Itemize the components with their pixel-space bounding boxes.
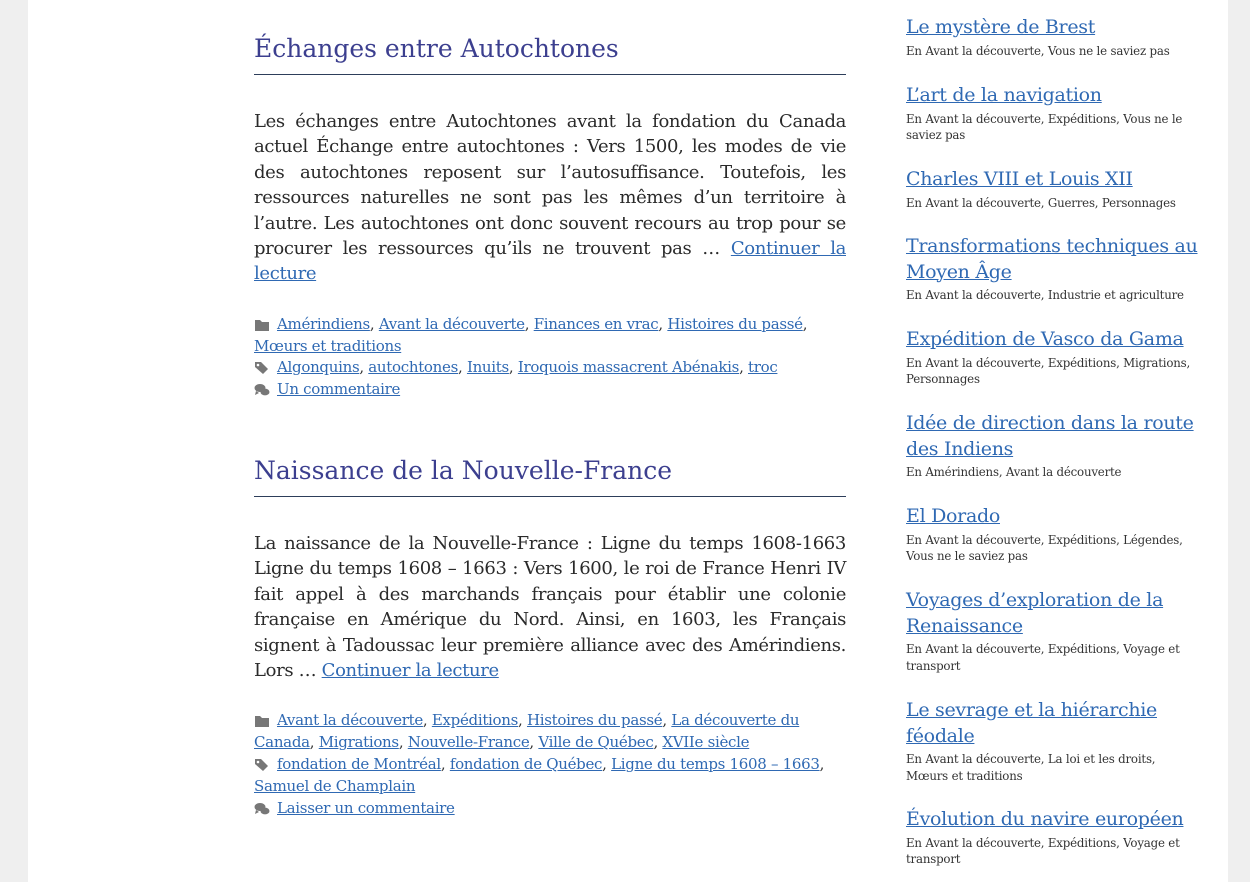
- sidebar-post: [906, 167, 1198, 211]
- sidebar-post-categories: En Avant la découverte, Expéditions, Voyage et transport: [906, 835, 1180, 866]
- category-links: [254, 711, 799, 751]
- category-link[interactable]: La découverte du Canada: [254, 711, 800, 752]
- tag-link[interactable]: troc: [748, 358, 778, 377]
- comments-row: [254, 379, 846, 401]
- sidebar-post-categories: En Avant la découverte, Vous ne le saviez pas: [906, 43, 1170, 58]
- title-divider: [254, 496, 846, 497]
- list-separator: ,: [440, 755, 450, 774]
- page-container: [28, 0, 1228, 882]
- tag-link[interactable]: fondation de Québec: [449, 755, 603, 774]
- sidebar-post-link[interactable]: Expédition de Vasco da Gama: [906, 328, 1184, 350]
- category-link[interactable]: Avant la découverte: [277, 711, 423, 730]
- category-link[interactable]: Nouvelle-France: [407, 733, 530, 752]
- comments-link[interactable]: Un commentaire: [277, 380, 401, 399]
- tags-icon: [254, 758, 270, 772]
- list-separator: ,: [508, 358, 518, 377]
- category-link[interactable]: Ville de Québec: [538, 733, 654, 752]
- category-link[interactable]: Amérindiens: [277, 314, 370, 333]
- list-separator: ,: [602, 755, 612, 774]
- categories-row: [254, 314, 846, 358]
- sidebar-post: [906, 327, 1198, 388]
- sidebar-post-categories: En Avant la découverte, Guerres, Personnages: [906, 195, 1176, 210]
- excerpt-text: La naissance de la Nouvelle-France : Ligne du temps 1608-1663 Ligne du temps 1608 – 1663 : Vers 1600, le roi de France Henri IV fait appel à des marchands français pour établir une colonie française en Amérique du Nord. Ainsi, en 1603, les Français signent à Tadoussac leur première alliance avec des Amérindiens. Lors …: [254, 533, 846, 682]
- sidebar-post-link[interactable]: Voyages d’exploration de la Renaissance: [906, 589, 1164, 637]
- excerpt-text: Les échanges entre Autochtones avant la fondation du Canada actuel Échange entre autochtones : Vers 1500, les modes de vie des autochtones reposent sur l’autosuffisance. Toutefois, les ressources naturelles ne sont pas les mêmes d’un territoire à l’autre. Les autochtones ont donc souvent recours au trop pour se procurer les ressources qu’ils ne trouvent pas …: [254, 111, 846, 260]
- list-separator: ,: [658, 314, 668, 333]
- article-card: [254, 33, 846, 401]
- list-separator: ,: [518, 711, 527, 730]
- list-separator: ,: [662, 711, 672, 730]
- sidebar-post-categories: En Avant la découverte, Expéditions, Vous ne le saviez pas: [906, 111, 1183, 142]
- category-link[interactable]: Histoires du passé: [526, 711, 663, 730]
- tags-icon: [254, 361, 270, 375]
- comments-icon: [254, 802, 270, 816]
- sidebar-post: [906, 411, 1198, 481]
- tag-link[interactable]: Inuits: [466, 358, 509, 377]
- tag-link[interactable]: autochtones: [368, 358, 458, 377]
- list-separator: ,: [819, 755, 825, 774]
- sidebar-post-link[interactable]: Charles VIII et Louis XII: [906, 168, 1133, 190]
- sidebar-post: [906, 588, 1198, 674]
- tag-links: [254, 755, 824, 795]
- list-separator: ,: [653, 733, 663, 752]
- tag-link[interactable]: Algonquins: [277, 358, 360, 377]
- sidebar-post: [906, 234, 1198, 304]
- list-separator: ,: [524, 314, 534, 333]
- sidebar-post-link[interactable]: Idée de direction dans la route des Indiens: [906, 412, 1194, 460]
- list-separator: ,: [359, 358, 369, 377]
- tag-link[interactable]: Samuel de Champlain: [254, 776, 416, 795]
- sidebar-post: [906, 504, 1198, 565]
- list-separator: ,: [309, 733, 319, 752]
- article-meta: [254, 710, 846, 819]
- folder-icon: [254, 714, 270, 728]
- sidebar-post: [906, 83, 1198, 144]
- tag-link[interactable]: Ligne du temps 1608 – 1663: [611, 755, 820, 774]
- tag-links: [277, 358, 777, 376]
- article-excerpt: [254, 531, 846, 683]
- sidebar-post: [906, 698, 1198, 784]
- category-link[interactable]: Histoires du passé: [667, 314, 803, 333]
- folder-icon: [254, 318, 270, 332]
- sidebar-post-link[interactable]: L’art de la navigation: [906, 84, 1102, 106]
- comments-link[interactable]: Laisser un commentaire: [277, 798, 455, 817]
- article-meta: [254, 314, 846, 401]
- sidebar-post: [906, 15, 1198, 59]
- comments-icon: [254, 383, 270, 397]
- sidebar-post-link[interactable]: El Dorado: [906, 505, 1000, 527]
- tags-row: [254, 754, 846, 798]
- sidebar-post-categories: En Avant la découverte, Expéditions, Migrations, Personnages: [906, 355, 1191, 386]
- category-link[interactable]: Finances en vrac: [533, 314, 659, 333]
- category-links: [254, 315, 807, 355]
- article-card: [254, 455, 846, 819]
- read-more-link[interactable]: Continuer la lecture: [254, 238, 846, 285]
- sidebar-post-link[interactable]: Évolution du navire européen: [906, 808, 1184, 830]
- category-link[interactable]: Avant la découverte: [378, 314, 525, 333]
- sidebar-post-categories: En Avant la découverte, Expéditions, Légendes, Vous ne le saviez pas: [906, 532, 1183, 563]
- list-separator: ,: [422, 711, 432, 730]
- read-more-link[interactable]: Continuer la lecture: [321, 660, 499, 682]
- sidebar-post-categories: En Avant la découverte, Expéditions, Voyage et transport: [906, 642, 1180, 673]
- category-link[interactable]: Migrations: [318, 733, 399, 752]
- list-separator: ,: [802, 314, 808, 333]
- category-link[interactable]: XVIIe siècle: [662, 733, 750, 752]
- tags-row: [254, 357, 846, 379]
- article-title[interactable]: Naissance de la Nouvelle-France: [254, 456, 673, 485]
- list-separator: ,: [369, 314, 379, 333]
- sidebar-post: [906, 807, 1198, 868]
- category-link[interactable]: Expéditions: [431, 711, 519, 730]
- tag-link[interactable]: Iroquois massacrent Abénakis: [517, 358, 740, 377]
- list-separator: ,: [398, 733, 408, 752]
- comments-row: [254, 798, 846, 820]
- sidebar-post-link[interactable]: Le mystère de Brest: [906, 16, 1096, 38]
- list-separator: ,: [739, 358, 748, 377]
- categories-row: [254, 710, 846, 754]
- sidebar-post-categories: En Amérindiens, Avant la découverte: [906, 465, 1122, 479]
- article-excerpt: [254, 109, 846, 287]
- sidebar-post-link[interactable]: Transformations techniques au Moyen Âge: [906, 235, 1198, 283]
- title-divider: [254, 74, 846, 75]
- list-separator: ,: [529, 733, 539, 752]
- sidebar-post-categories: En Avant la découverte, Industrie et agriculture: [906, 288, 1184, 302]
- sidebar-post-categories: En Avant la découverte, La loi et les droits, Mœurs et traditions: [906, 752, 1156, 783]
- sidebar-post-link[interactable]: Le sevrage et la hiérarchie féodale: [906, 699, 1157, 747]
- article-title[interactable]: Échanges entre Autochtones: [254, 34, 619, 63]
- list-separator: ,: [458, 358, 467, 377]
- tag-link[interactable]: fondation de Montréal: [277, 755, 441, 774]
- category-link[interactable]: Mœurs et traditions: [254, 336, 402, 355]
